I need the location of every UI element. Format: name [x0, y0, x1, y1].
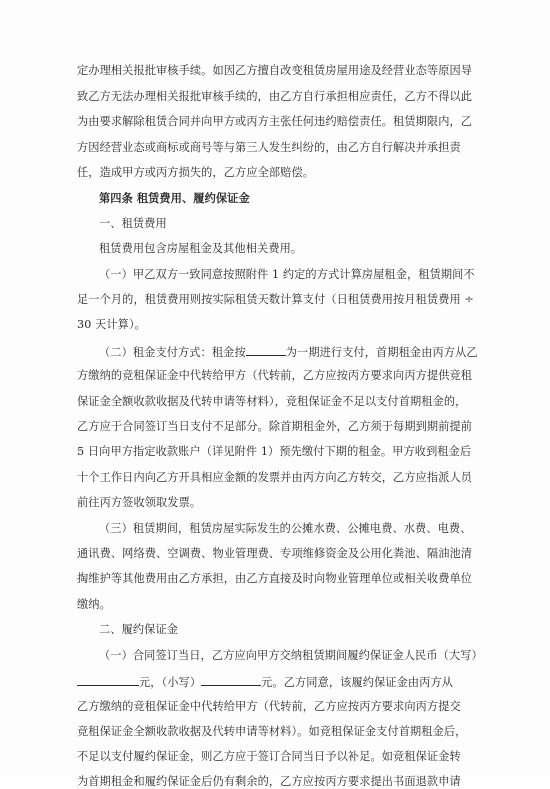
- clause-line: （一）合同签订当日，乙方应向甲方交纳租赁期间履约保证金人民币（大写）: [99, 649, 483, 662]
- section-title: 二、履约保证金: [99, 623, 179, 636]
- clause-line: 前往丙方签收领取发票。: [77, 496, 202, 509]
- clause-line: （一）甲乙双方一致同意按照附件 1 约定的方式计算房屋租金，租赁期间不: [99, 268, 475, 281]
- clause-line: 通讯费、网络费、空调费、物业管理费、专项维修资金及公用化粪池、隔油池清: [77, 547, 473, 560]
- article-title: 第四条 租赁费用、履约保证金: [99, 191, 250, 205]
- paragraph-line: 致乙方无法办理相关报批审核手续的，由乙方自行承担相应责任，乙方不得以此: [77, 90, 473, 103]
- paragraph-line: 定办理相关报批审核手续。如因乙方擅自改变租赁房屋用途及经营业态等原因导: [77, 64, 473, 77]
- clause-line: 为首期租金和履约保证金后仍有剩余的，乙方应按丙方要求提出书面退款申请: [77, 775, 461, 788]
- clause-line: 不足以支付履约保证金，则乙方应于签订合同当日予以补足。如竞租保证金转: [77, 750, 461, 763]
- clause-line: 乙方缴纳的竞租保证金中代转给甲方（代转前，乙方应按丙方要求向丙方提交: [77, 700, 461, 713]
- paragraph-line: 为由要求解除租赁合同并向甲方或丙方主张任何违约赔偿责任。租赁期限内，乙: [77, 115, 473, 128]
- fill-in-blank[interactable]: [77, 674, 139, 686]
- clause-line: 乙方应于合同签订当日支付不足部分。除首期租金外，乙方须于每期到期前提前: [77, 420, 473, 433]
- clause-line: 十个工作日内向乙方开具相应金额的发票并由丙方向乙方转交，乙方应指派人员: [77, 471, 473, 484]
- clause-line: 足一个月的，租赁费用则按实际租赁天数计算支付（日租赁费用按月租赁费用 ÷: [77, 293, 474, 306]
- clause-text: 为一期进行支付，首期租金由丙方从乙: [285, 346, 478, 359]
- paragraph-line: 方因经营业态或商标或商号等与第三人发生纠纷的，由乙方自行解决并承担责: [77, 141, 461, 154]
- fill-in-blank[interactable]: [201, 674, 261, 686]
- paragraph-line: 任，造成甲方或丙方损失的，乙方应全部赔偿。: [77, 166, 315, 179]
- clause-text: （二）租金支付方式：租金按: [99, 346, 246, 359]
- clause-line: 掏维护等其他费用由乙方承担，由乙方直接及时向物业管理单位或相关收费单位: [77, 572, 473, 585]
- fill-in-blank[interactable]: [246, 344, 286, 356]
- clause-line: [99, 344, 478, 360]
- clause-line: [77, 674, 453, 690]
- clause-text: 元，（小写）: [139, 676, 202, 689]
- clause-line: 保证金全额收款收据及代转申请等材料），竞租保证金不足以支付首期租金的，: [77, 395, 467, 408]
- section-intro: 租赁费用包含房屋租金及其他相关费用。: [99, 242, 303, 255]
- section-title: 一、租赁费用: [99, 217, 167, 230]
- clause-line: （三）租赁期间，租赁房屋实际发生的公摊水费、公摊电费、水费、电费、: [99, 522, 472, 535]
- clause-line: 缴纳。: [77, 598, 111, 611]
- clause-text: 元。乙方同意，该履约保证金由丙方从: [261, 676, 454, 689]
- clause-line: 30 天计算）。: [77, 318, 146, 331]
- clause-line: 竞租保证金全额收款收据及代转申请等材料）。如竞租保证金支付首期租金后，: [77, 725, 467, 738]
- clause-line: 方缴纳的竞租保证金中代转给甲方（代转前，乙方应按丙方要求向丙方提供竞租: [77, 369, 473, 382]
- clause-line: 5 日向甲方指定收款账户（详见附件 1）预先缴付下期的租金。甲方收到租金后: [77, 445, 472, 458]
